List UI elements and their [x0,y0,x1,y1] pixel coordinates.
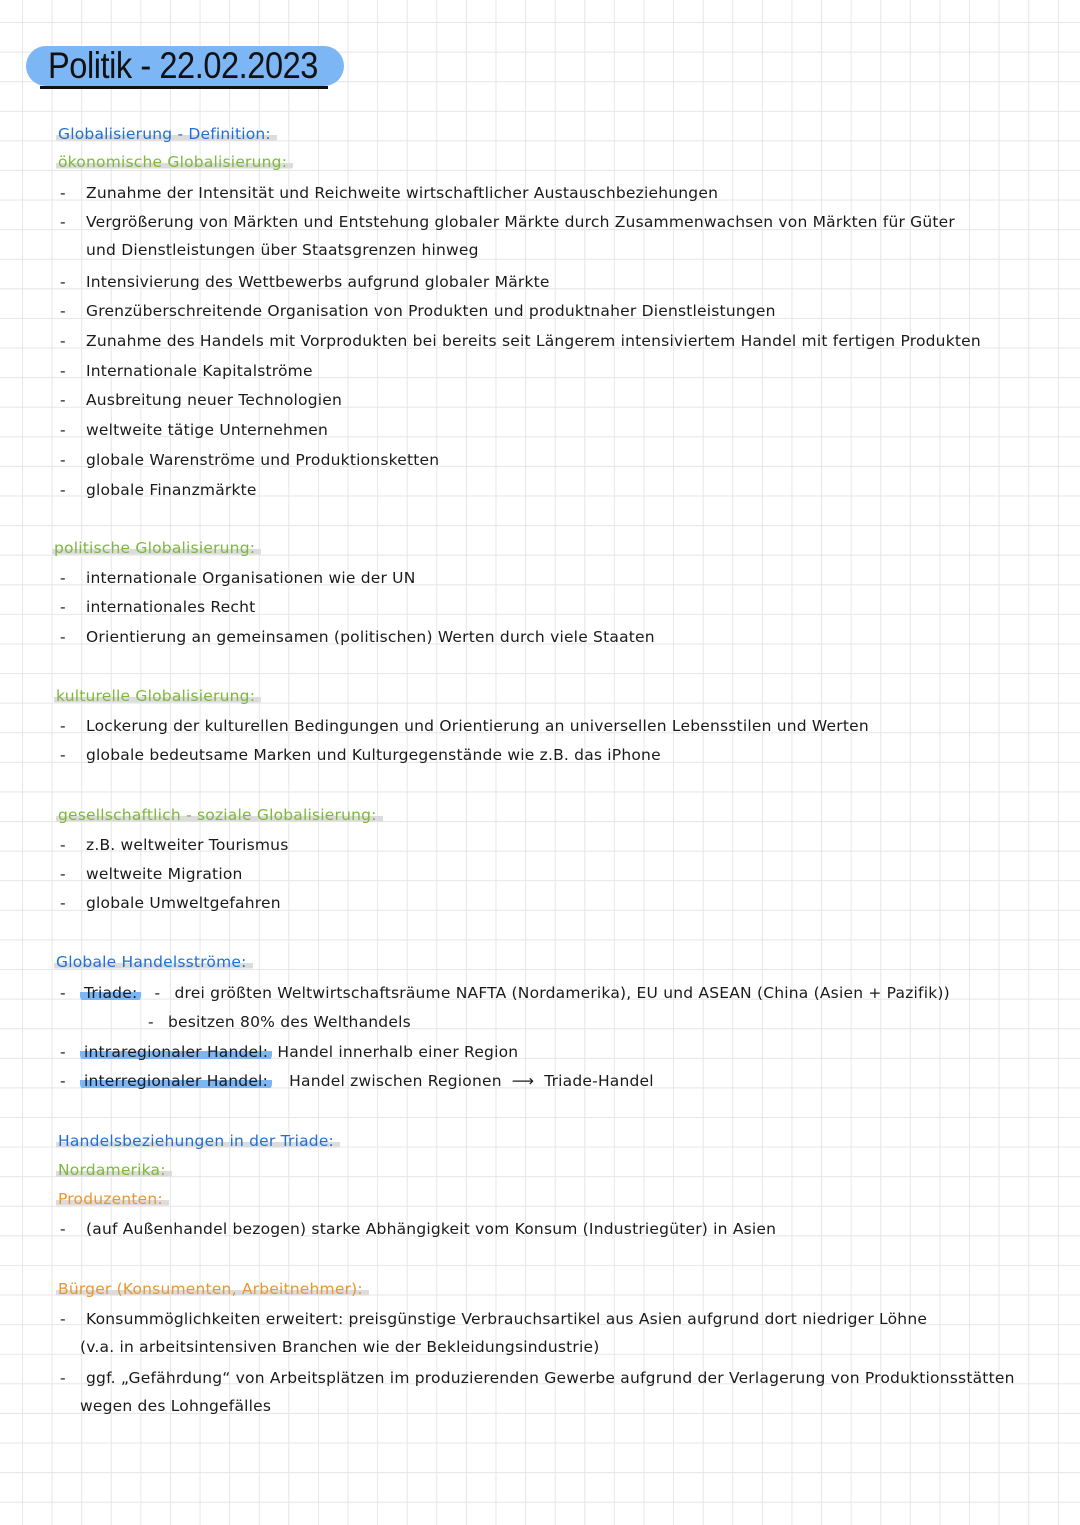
section-heading-oekonomisch: ökonomische Globalisierung: [56,152,293,172]
subheading-buerger: Bürger (Konsumenten, Arbeitnehmer): [56,1279,369,1299]
list-item: - globale Finanzmärkte [60,481,257,499]
list-item: - internationales Recht [60,598,256,616]
subheading-produzenten: Produzenten: [56,1189,169,1209]
list-item: - globale bedeutsame Marken und Kulturgegenstände wie z.B. das iPhone [60,746,661,764]
list-item: - ggf. „Gefährdung“ von Arbeitsplätzen im produzierenden Gewerbe aufgrund der Verlagerung von Produktionsstätten [60,1369,1015,1387]
list-item: - Zunahme der Intensität und Reichweite wirtschaftlicher Austauschbeziehungen [60,184,719,202]
intraregional-label: intraregionaler Handel: [80,1043,272,1061]
definition-heading: Globalisierung - Definition: [56,124,277,144]
list-item: - globale Warenströme und Produktionsketten [60,451,440,469]
list-item: - globale Umweltgefahren [60,894,281,912]
section-heading-politisch: politische Globalisierung: [52,538,261,558]
list-item-intraregional: - intraregionaler Handel: Handel innerhalb einer Region [60,1043,519,1061]
section-heading-triade: Handelsbeziehungen in der Triade: [56,1131,340,1151]
list-item: - weltweite Migration [60,865,243,883]
list-item-continuation: (v.a. in arbeitsintensiven Branchen wie der Bekleidungsindustrie) [80,1338,600,1356]
list-item: - internationale Organisationen wie der UN [60,569,416,587]
arrow-right-icon: ⟶ [511,1072,535,1090]
list-item: - z.B. weltweiter Tourismus [60,836,289,854]
list-item: - Grenzüberschreitende Organisation von Produkten und produktnaher Dienstleistungen [60,302,776,320]
list-item: - Zunahme des Handels mit Vorprodukten bei bereits seit Längerem intensiviertem Handel mit fertigen Produkten [60,332,981,350]
list-item: - (auf Außenhandel bezogen) starke Abhängigkeit vom Konsum (Industriegüter) in Asien [60,1220,777,1238]
list-item: - Orientierung an gemeinsamen (politischen) Werten durch viele Staaten [60,628,655,646]
interregional-label: interregionaler Handel: [80,1072,272,1090]
subheading-nordamerika: Nordamerika: [56,1160,172,1180]
list-item: - Ausbreitung neuer Technologien [60,391,343,409]
list-item-triade: - Triade: - drei größten Weltwirtschaftsräume NAFTA (Nordamerika), EU und ASEAN (China (Asien + Pazifik)) [60,984,950,1002]
section-heading-kulturell: kulturelle Globalisierung: [54,686,261,706]
triade-label: Triade: [80,984,141,1002]
section-heading-sozial: gesellschaftlich - soziale Globalisierung: [56,805,383,825]
list-item: - Internationale Kapitalströme [60,362,313,380]
list-item-continuation: und Dienstleistungen über Staatsgrenzen hinweg [86,241,479,259]
list-item: - Vergrößerung von Märkten und Entstehung globaler Märkte durch Zusammenwachsen von Märkten für Güter [60,213,955,231]
list-item: - Konsummöglichkeiten erweitert: preisgünstige Verbrauchsartikel aus Asien aufgrund dort niedriger Löhne [60,1310,928,1328]
list-item-continuation: wegen des Lohngefälles [80,1397,272,1415]
section-heading-handel: Globale Handelsströme: [54,952,253,972]
page-title: Politik - 22.02.2023 [48,45,318,86]
list-item-interregional: - interregionaler Handel: Handel zwischen Regionen ⟶ Triade-Handel [60,1072,654,1090]
list-item: - Lockerung der kulturellen Bedingungen und Orientierung an universellen Lebensstilen und Werten [60,717,869,735]
list-item: - weltweite tätige Unternehmen [60,421,329,439]
list-item: - besitzen 80% des Welthandels [148,1013,411,1031]
list-item: - Intensivierung des Wettbewerbs aufgrund globaler Märkte [60,273,550,291]
title-underline [40,86,328,89]
